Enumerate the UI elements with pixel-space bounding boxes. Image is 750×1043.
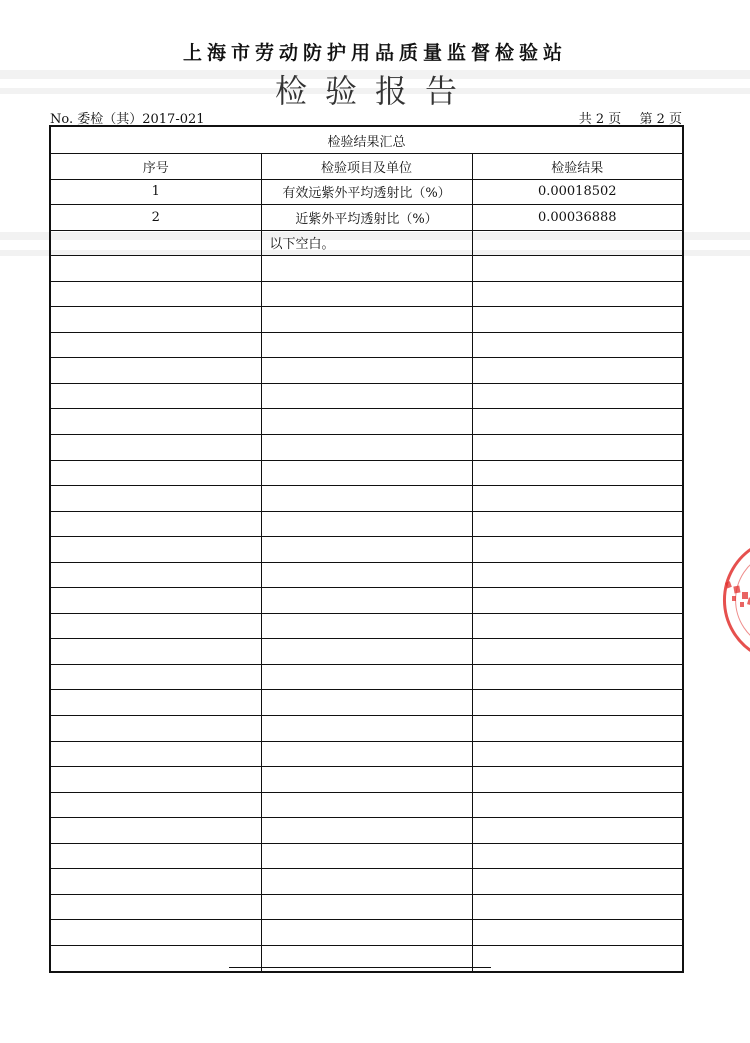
footer-line [229, 967, 491, 968]
cell-seq [50, 664, 261, 690]
cell-result [472, 767, 683, 793]
cell-item [261, 383, 472, 409]
cell-seq [50, 920, 261, 946]
column-header-result: 检验结果 [472, 154, 683, 180]
report-number: No. 委检（其）2017-021 [50, 112, 205, 127]
table-summary-row [50, 126, 683, 154]
cell-seq [50, 230, 261, 256]
table-row [50, 894, 683, 920]
table-row [50, 869, 683, 895]
table-row [50, 307, 683, 333]
cell-seq [50, 767, 261, 793]
table-row [50, 818, 683, 844]
cell-result [472, 664, 683, 690]
table-row [50, 613, 683, 639]
cell-item [261, 281, 472, 307]
table-row [50, 537, 683, 563]
cell-result [472, 435, 683, 461]
cell-result [472, 230, 683, 256]
cell-item [261, 588, 472, 614]
cell-result [472, 613, 683, 639]
cell-seq [50, 818, 261, 844]
official-seal-stamp [714, 540, 750, 660]
table-row [50, 843, 683, 869]
table-row [50, 332, 683, 358]
cell-result [472, 843, 683, 869]
cell-item [261, 767, 472, 793]
cell-item [261, 358, 472, 384]
table-row [50, 639, 683, 665]
cell-item [261, 843, 472, 869]
column-header-seq: 序号 [50, 154, 261, 180]
cell-result [472, 690, 683, 716]
table-header-row [50, 154, 683, 180]
table-row [50, 588, 683, 614]
table-row [50, 486, 683, 512]
table-row [50, 716, 683, 742]
cell-result [472, 562, 683, 588]
cell-result [472, 920, 683, 946]
cell-seq [50, 690, 261, 716]
table-row [50, 767, 683, 793]
table-row [50, 435, 683, 461]
cell-seq [50, 383, 261, 409]
cell-result [472, 460, 683, 486]
cell-seq [50, 358, 261, 384]
cell-result: 0.00036888 [472, 205, 683, 231]
cell-item [261, 486, 472, 512]
cell-result [472, 588, 683, 614]
cell-seq: 2 [50, 205, 261, 231]
cell-seq [50, 716, 261, 742]
cell-item [261, 716, 472, 742]
table-row [50, 562, 683, 588]
cell-item [261, 639, 472, 665]
report-title: 检验报告 [274, 72, 475, 110]
cell-result [472, 281, 683, 307]
summary-title: 检验结果汇总 [50, 126, 683, 154]
cell-seq: 1 [50, 179, 261, 205]
cell-seq [50, 741, 261, 767]
table-row [50, 358, 683, 384]
total-pages: 共 2 页 [578, 112, 622, 127]
cell-item [261, 256, 472, 282]
table-row [50, 920, 683, 946]
cell-item [261, 920, 472, 946]
cell-seq [50, 435, 261, 461]
results-table [49, 125, 684, 973]
table-row [50, 179, 683, 205]
table-row [50, 511, 683, 537]
table-row [50, 460, 683, 486]
cell-result [472, 511, 683, 537]
cell-result [472, 537, 683, 563]
cell-item [261, 690, 472, 716]
cell-seq [50, 562, 261, 588]
current-page: 第 2 页 [639, 112, 682, 127]
cell-item [261, 332, 472, 358]
cell-item [261, 613, 472, 639]
cell-seq [50, 613, 261, 639]
table-body [50, 179, 683, 971]
cell-item [261, 741, 472, 767]
cell-item [261, 869, 472, 895]
cell-result [472, 741, 683, 767]
cell-item: 有效远紫外平均透射比（%） [261, 179, 472, 205]
cell-seq [50, 792, 261, 818]
cell-seq [50, 460, 261, 486]
cell-seq [50, 639, 261, 665]
cell-result [472, 716, 683, 742]
cell-result [472, 409, 683, 435]
cell-result [472, 945, 683, 971]
cell-result [472, 818, 683, 844]
cell-seq [50, 869, 261, 895]
cell-seq [50, 588, 261, 614]
table-row [50, 741, 683, 767]
cell-result [472, 792, 683, 818]
cell-item [261, 307, 472, 333]
cell-seq [50, 511, 261, 537]
cell-seq [50, 537, 261, 563]
cell-item [261, 562, 472, 588]
cell-item [261, 435, 472, 461]
cell-result [472, 358, 683, 384]
cell-item [261, 409, 472, 435]
cell-item [261, 460, 472, 486]
cell-result [472, 639, 683, 665]
table-row [50, 792, 683, 818]
cell-seq [50, 307, 261, 333]
cell-seq [50, 256, 261, 282]
cell-item [261, 537, 472, 563]
cell-seq [50, 843, 261, 869]
cell-result: 0.00018502 [472, 179, 683, 205]
cell-result [472, 332, 683, 358]
table-row [50, 281, 683, 307]
cell-seq [50, 486, 261, 512]
cell-item: 以下空白。 [261, 230, 472, 256]
table-row [50, 664, 683, 690]
cell-result [472, 307, 683, 333]
cell-result [472, 894, 683, 920]
cell-result [472, 256, 683, 282]
cell-result [472, 486, 683, 512]
cell-seq [50, 332, 261, 358]
cell-seq [50, 281, 261, 307]
table-row [50, 205, 683, 231]
table-row [50, 690, 683, 716]
table-row [50, 256, 683, 282]
column-header-item: 检验项目及单位 [261, 154, 472, 180]
organization-name: 上海市劳动防护用品质量监督检验站 [182, 42, 567, 64]
table-row [50, 409, 683, 435]
cell-seq [50, 409, 261, 435]
cell-item [261, 894, 472, 920]
table-row [50, 383, 683, 409]
cell-item [261, 664, 472, 690]
cell-result [472, 869, 683, 895]
cell-seq [50, 894, 261, 920]
cell-item [261, 792, 472, 818]
cell-item [261, 818, 472, 844]
cell-item: 近紫外平均透射比（%） [261, 205, 472, 231]
cell-result [472, 383, 683, 409]
cell-item [261, 511, 472, 537]
table-row [50, 230, 683, 256]
